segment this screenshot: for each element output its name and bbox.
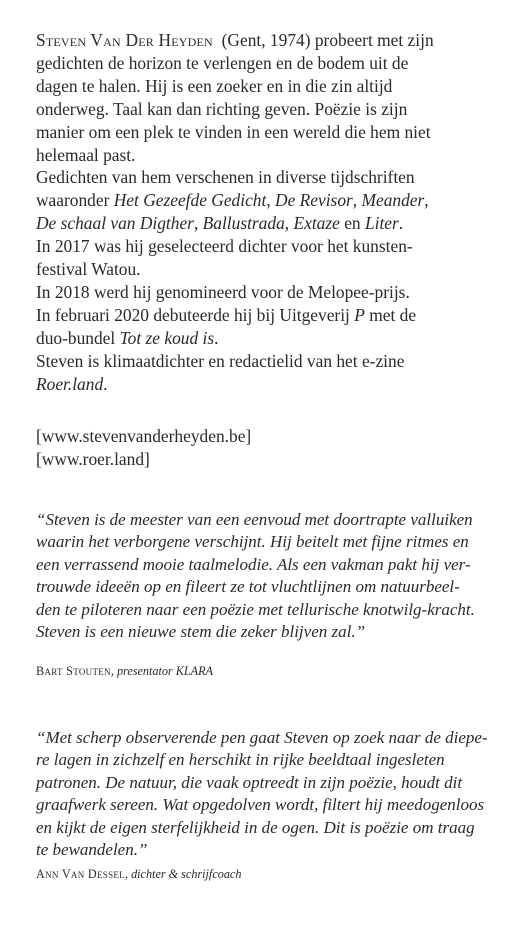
bio-line: In 2017 was hij geselecteerd dichter voor het kunsten-	[36, 236, 413, 257]
quote-line: en kijkt de eigen sterfelijkheid in de ogen. Dit is poëzie om traag	[36, 817, 475, 837]
quote-line: te bewandelen.”	[36, 840, 148, 860]
bio-line: dagen te halen. Hij is een zoeker en in die zin altijd	[36, 75, 393, 96]
quote-attribution	[36, 663, 213, 679]
magazine-title: De schaal van Digther	[36, 213, 194, 234]
magazine-title: Ballustrada	[202, 213, 285, 234]
magazine-title: Meander	[361, 190, 425, 211]
author-name: Steven Van Der Heyden	[36, 30, 213, 50]
magazine-title: Het Gezeefde Gedicht	[113, 190, 267, 211]
bio-line: waaronder Het Gezeefde Gedicht, De Revisor, Meander,	[36, 190, 429, 211]
bio-line: gedichten de horizon te verlengen en de bodem uit de	[36, 52, 409, 73]
magazine-title: De Revisor	[275, 190, 353, 211]
zine-title: Roer.land	[36, 373, 104, 394]
bio-line: onderweg. Taal kan dan richting geven. Poëzie is zijn	[36, 98, 408, 119]
book-title: Tot ze koud is	[119, 327, 215, 348]
quote-line: trouwde ideeën op en fileert ze tot vluchtlijnen om natuurbeel-	[36, 577, 460, 597]
quote-attribution	[36, 866, 241, 882]
website-link[interactable]: [www.stevenvanderheyden.be]	[36, 426, 252, 446]
website-links	[36, 425, 251, 471]
bio-line: duo-bundel Tot ze koud is.	[36, 327, 219, 348]
bio-line: In februari 2020 debuteerde hij bij Uitgeverij P met de	[36, 304, 417, 325]
quote-line: waarin het verborgene verschijnt. Hij beitelt met fijne ritmes en	[36, 532, 469, 552]
quote-line: den te piloteren naar een poëzie met tellurische knotwilg-kracht.	[36, 599, 475, 619]
quote-line: Steven is een nieuwe stem die zeker blijven zal.”	[36, 622, 366, 642]
bio-line: festival Watou.	[36, 259, 141, 280]
magazine-title: Liter	[364, 213, 399, 234]
author-bio	[36, 29, 486, 396]
bio-line: Steven is klimaatdichter en redactielid van het e-zine	[36, 350, 405, 371]
quote-line: “Met scherp observerende pen gaat Steven op zoek naar de diepe-	[36, 728, 488, 747]
magazine-title: Extaze	[293, 213, 340, 234]
quote-line: “Steven is de meester van een eenvoud met doortrapte valluiken	[36, 510, 473, 529]
reviewer-name: Ann Van Dessel	[36, 867, 125, 881]
reviewer-role: , presentator KLARA	[110, 664, 213, 678]
bio-line: Gedichten van hem verschenen in diverse tijdschriften	[36, 167, 415, 188]
bio-line: manier om een plek te vinden in een wereld die hem niet	[36, 121, 431, 142]
bio-line: In 2018 werd hij genomineerd voor de Melopee-prijs.	[36, 281, 410, 302]
bio-line: helemaal past.	[36, 144, 136, 165]
quote-line: een verrassend mooie taalmelodie. Als een vakman pakt hij ver-	[36, 554, 471, 574]
quote-line: patronen. De natuur, die vaak optreedt in zijn poëzie, houdt dit	[36, 772, 463, 792]
reviewer-role: , dichter & schrijfcoach	[124, 867, 242, 881]
review-quote	[36, 509, 486, 643]
bio-line: De schaal van Digther, Ballustrada, Extaze en Liter.	[36, 213, 404, 234]
quote-line: re lagen in zichzelf en herschikt in rijke beeldtaal ingesleten	[36, 750, 445, 770]
bio-line: Roer.land.	[36, 373, 108, 394]
bio-line: Steven Van Der Heyden (Gent, 1974) probeert met zijn	[36, 30, 434, 50]
reviewer-name: Bart Stouten	[36, 664, 111, 678]
quote-line: graafwerk sereen. Wat opgedolven wordt, filtert hij meedogenloos	[36, 795, 485, 815]
website-link[interactable]: [www.roer.land]	[36, 448, 150, 469]
review-quote	[36, 727, 486, 861]
publisher-name: P	[354, 304, 365, 325]
